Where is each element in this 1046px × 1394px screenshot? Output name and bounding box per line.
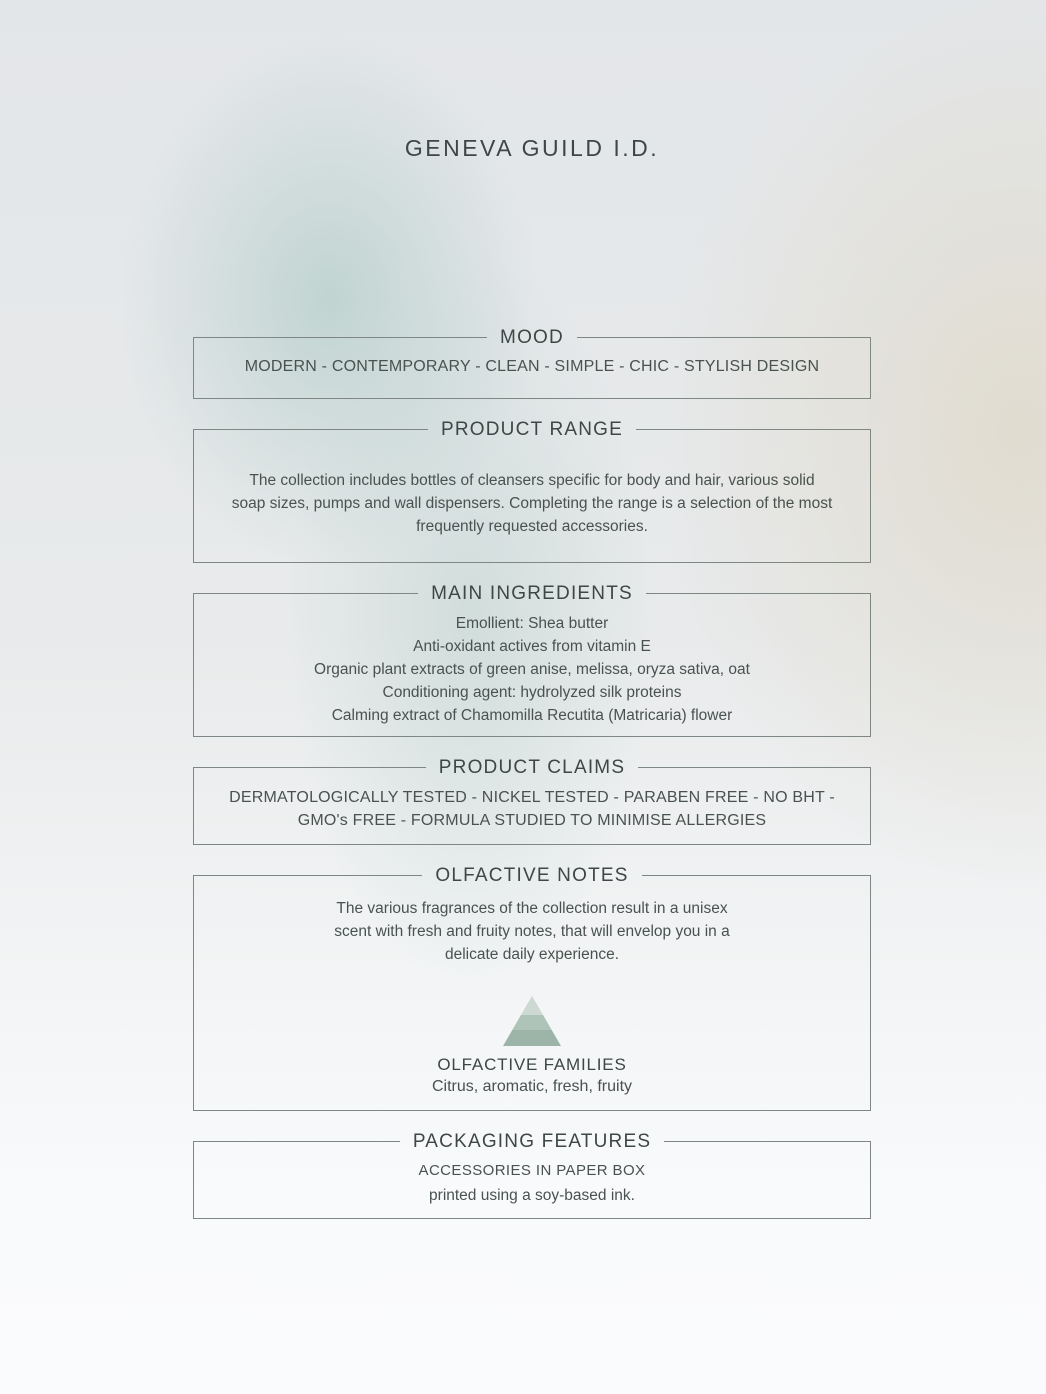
content-column xyxy=(193,0,871,1219)
section-main-ingredients-title: MAIN INGREDIENTS xyxy=(431,583,633,604)
section-olfactive-notes xyxy=(193,864,871,1111)
olfactive-line: scent with fresh and fruity notes, that will envelop you in a xyxy=(334,923,730,940)
section-olfactive-notes-title: OLFACTIVE NOTES xyxy=(435,865,629,886)
pyramid-bottom-layer xyxy=(503,1030,561,1046)
olfactive-pyramid-icon xyxy=(503,996,561,1046)
section-packaging-features-title: PACKAGING FEATURES xyxy=(412,1131,652,1152)
olfactive-line: The various fragrances of the collection result in a unisex xyxy=(336,900,728,917)
section-packaging-features xyxy=(193,1130,871,1219)
pyramid-top-layer xyxy=(503,996,561,1015)
section-product-range-title: PRODUCT RANGE xyxy=(440,419,624,440)
section-mood-title: MOOD xyxy=(500,327,564,348)
olfactive-line: delicate daily experience. xyxy=(444,946,620,963)
ingredient-line: Anti-oxidant actives from vitamin E xyxy=(413,638,651,655)
page-title: GENEVA GUILD I.D. xyxy=(404,135,660,161)
ingredient-line: Calming extract of Chamomilla Recutita (Matricaria) flower xyxy=(331,707,733,724)
section-product-claims-title: PRODUCT CLAIMS xyxy=(438,757,626,778)
section-mood xyxy=(193,326,871,399)
olfactive-families-list: Citrus, aromatic, fresh, fruity xyxy=(431,1078,633,1095)
product-range-line: The collection includes bottles of cleansers specific for body and hair, various solid xyxy=(249,472,815,489)
mood-line: MODERN - CONTEMPORARY - CLEAN - SIMPLE - CHIC - STYLISH DESIGN xyxy=(244,358,820,375)
ingredient-line: Organic plant extracts of green anise, melissa, oryza sativa, oat xyxy=(314,661,750,678)
olfactive-families-title: OLFACTIVE FAMILIES xyxy=(437,1055,627,1074)
claim-line: GMO's FREE - FORMULA STUDIED TO MINIMISE ALLERGIES xyxy=(297,812,767,829)
ingredient-line: Conditioning agent: hydrolyzed silk proteins xyxy=(382,684,682,701)
claim-line: DERMATOLOGICALLY TESTED - NICKEL TESTED - PARABEN FREE - NO BHT - xyxy=(229,789,835,806)
section-product-claims xyxy=(193,756,871,845)
product-range-line: soap sizes, pumps and wall dispensers. Completing the range is a selection of the most xyxy=(231,495,833,512)
packaging-line: ACCESSORIES IN PAPER BOX xyxy=(418,1162,646,1179)
ingredient-line: Emollient: Shea butter xyxy=(455,615,609,632)
section-main-ingredients xyxy=(193,582,871,737)
section-product-range xyxy=(193,418,871,563)
product-range-line: frequently requested accessories. xyxy=(416,518,648,535)
packaging-line: printed using a soy-based ink. xyxy=(429,1187,635,1204)
pyramid-middle-layer xyxy=(503,1015,561,1030)
